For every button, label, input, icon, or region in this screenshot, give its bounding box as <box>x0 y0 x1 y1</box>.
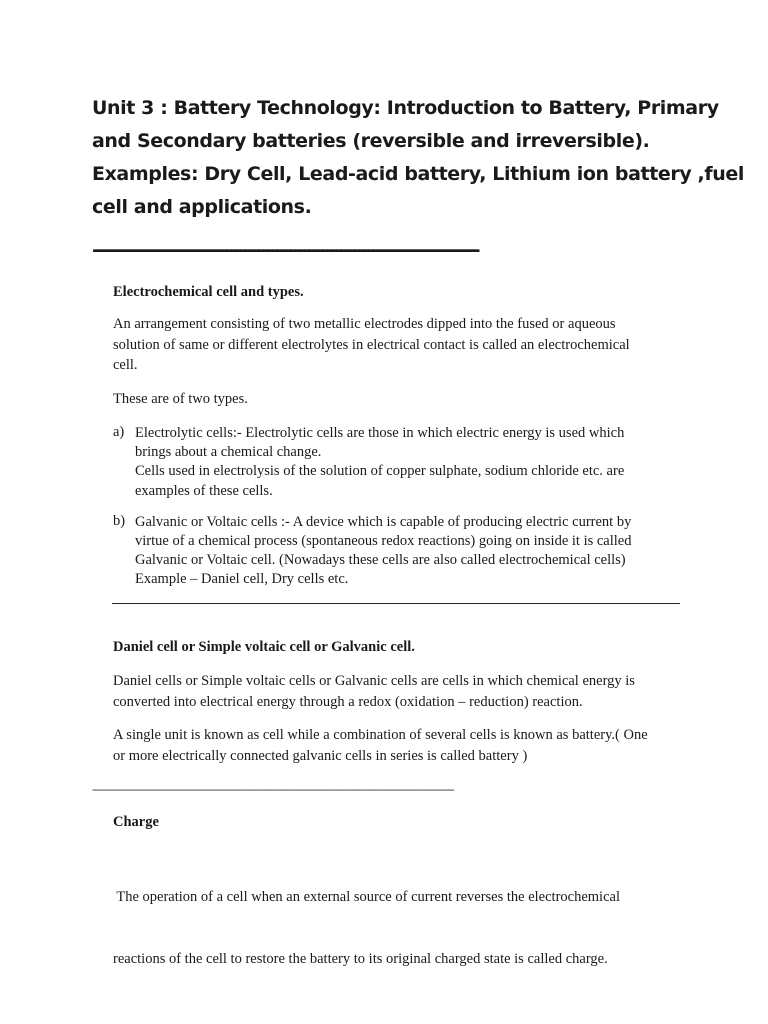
text-line: An arrangement consisting of two metallic electrodes dipped into the fused or aqueous <box>113 316 616 332</box>
text-line: examples of these cells. <box>135 483 273 499</box>
heading-separator: ------------------------------------------------------------------------------------ <box>92 239 478 261</box>
electrochemical-cell-definition <box>113 314 673 376</box>
text-line: Daniel cells or Simple voltaic cells or Galvanic cells are cells in which chemical energy is <box>113 673 635 689</box>
text-line: Galvanic or Voltaic cell. (Nowadays these cells are also called electrochemical cells) <box>135 552 626 568</box>
text-line: cell. <box>113 357 138 373</box>
text-line: Electrolytic cells:- Electrolytic cells are those in which electric energy is used which <box>135 425 625 441</box>
battery-definition-paragraph <box>113 725 673 766</box>
heading-line: and Secondary batteries (reversible and irreversible). <box>92 130 650 152</box>
section-title-daniel-cell: Daniel cell or Simple voltaic cell or Galvanic cell. <box>113 639 415 655</box>
text-line: reactions of the cell to restore the battery to its original charged state is called charge. <box>113 950 608 967</box>
heading-line: Unit 3 : Battery Technology: Introduction to Battery, Primary <box>92 97 719 119</box>
text-line: Example – Daniel cell, Dry cells etc. <box>135 571 349 587</box>
text-line: brings about a chemical change. <box>135 444 322 460</box>
section-separator-dashed: ---------------------------------------------------------------------------------------------------------------------------- <box>92 782 454 796</box>
section-divider-line <box>112 603 680 604</box>
text-line: virtue of a chemical process (spontaneous redox reactions) going on inside it is called <box>135 533 632 549</box>
text-line: A single unit is known as cell while a combination of several cells is known as battery.( One <box>113 727 648 743</box>
unit-heading <box>92 92 744 224</box>
heading-line: Examples: Dry Cell, Lead-acid battery, Lithium ion battery ,fuel <box>92 163 744 185</box>
list-marker-a: a) <box>113 424 125 440</box>
text-line: The operation of a cell when an external source of current reverses the electrochemical <box>113 889 620 905</box>
list-item-electrolytic-cells <box>135 424 680 501</box>
list-item-galvanic-cells <box>135 513 680 589</box>
charge-paragraph <box>113 846 673 1010</box>
list-marker-b: b) <box>113 513 126 529</box>
text-line: converted into electrical energy through a redox (oxidation – reduction) reaction. <box>113 693 583 710</box>
text-line: or more electrically connected galvanic cells in series is called battery ) <box>113 747 528 764</box>
types-intro: These are of two types. <box>113 391 248 407</box>
section-title-charge: Charge <box>113 814 159 830</box>
section-title-electrochemical-cell: Electrochemical cell and types. <box>113 284 304 300</box>
daniel-cell-paragraph <box>113 671 673 712</box>
text-line: solution of same or different electrolytes in electrical contact is called an electrochemical <box>113 336 630 353</box>
text-line: Cells used in electrolysis of the solution of copper sulphate, sodium chloride etc. are <box>135 463 625 479</box>
heading-line: cell and applications. <box>92 196 312 218</box>
text-line: Galvanic or Voltaic cells :- A device which is capable of producing electric current by <box>135 514 632 530</box>
